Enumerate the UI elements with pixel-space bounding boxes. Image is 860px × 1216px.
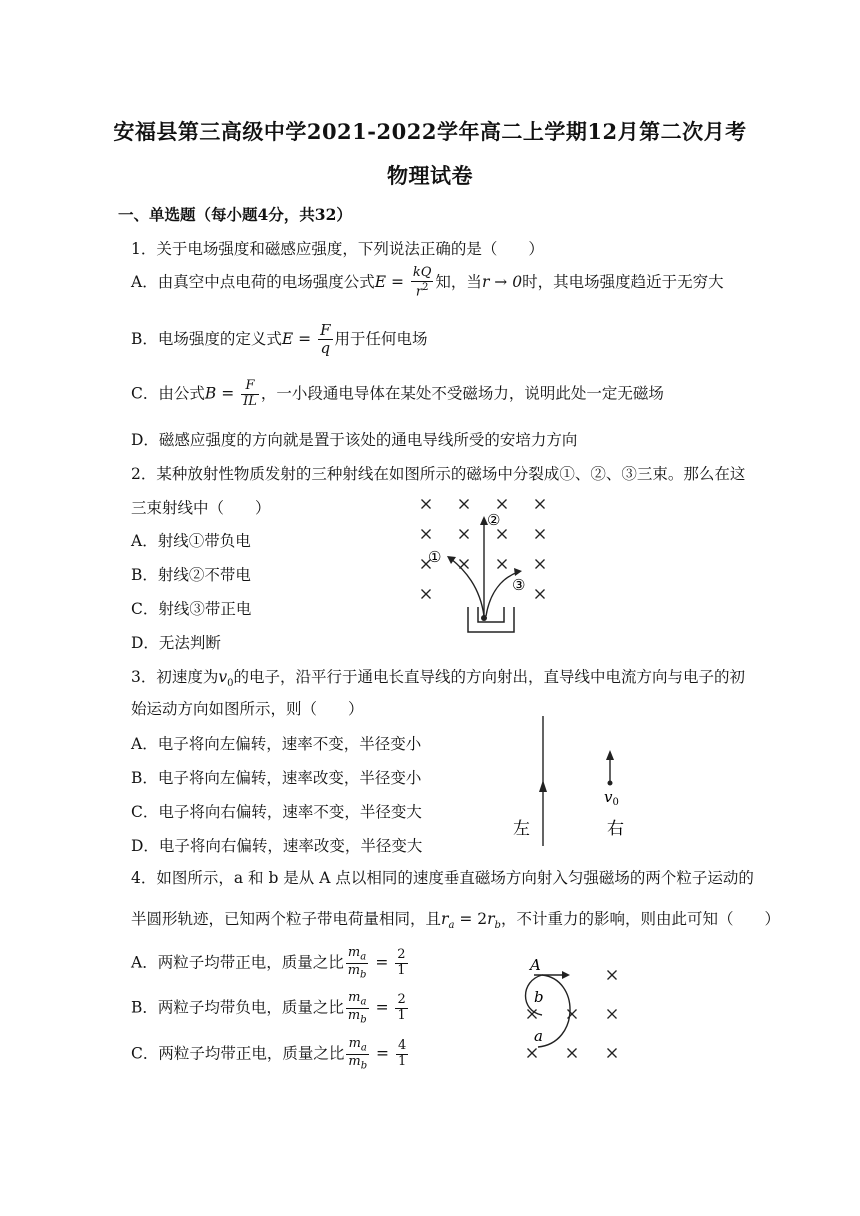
q3-option-b: B．电子将向左偏转，速率改变，半径变小 bbox=[131, 769, 422, 787]
q1-b-text-post: 用于任何电场 bbox=[334, 329, 428, 348]
v0-subscript: 0 bbox=[227, 678, 234, 690]
q4-option-a: A．两粒子均带正电，质量之比 $\frac{m_a}{m_b}$ = $\frac{2}{1}$ bbox=[131, 945, 406, 981]
label-left: 左 bbox=[513, 819, 530, 839]
ratio-value-a: $\frac{2}{1}$ bbox=[397, 947, 406, 979]
q1-stem: 1．关于电场强度和磁感应强度，下列说法正确的是（ ） bbox=[131, 240, 544, 258]
label-ray-1: ① bbox=[428, 548, 442, 566]
mass-ratio-fraction: $\frac{m_a}{m_b}$ bbox=[347, 990, 367, 1026]
label-a: a bbox=[534, 1027, 543, 1045]
q2-stem-line2: 三束射线中（ ） bbox=[131, 499, 271, 517]
q1-c-text-pre: C．由公式 bbox=[131, 384, 205, 403]
f-over-q-fraction: $\frac{F}{q}$ bbox=[320, 321, 331, 358]
q2-radiation-figure bbox=[410, 492, 570, 642]
q3-stem-post: 的电子，沿平行于通电长直导线的方向射出，直导线中电流方向与电子的初 bbox=[233, 668, 746, 686]
q1-a-limit: r → 0 bbox=[481, 273, 523, 292]
label-right: 右 bbox=[607, 819, 624, 839]
q3-option-d: D．电子将向右偏转，速率改变，半径变大 bbox=[131, 837, 423, 855]
v0-label: $v_0$ bbox=[604, 788, 619, 808]
field-cross-icon bbox=[536, 560, 545, 569]
q4-a-text: A．两粒子均带正电，质量之比 bbox=[131, 953, 344, 972]
field-cross-icon bbox=[608, 1049, 617, 1058]
q1-option-b: B．电场强度的定义式E = $\frac{F}{q}$ 用于任何电场 bbox=[131, 321, 428, 358]
kq-r2-fraction: $\frac{kQ}{r^2}$ bbox=[412, 265, 432, 300]
label-b: b bbox=[534, 988, 544, 1006]
field-cross-icon bbox=[528, 1049, 537, 1058]
q3-stem-line2: 始运动方向如图所示，则（ ） bbox=[131, 700, 364, 718]
q3-stem-line1 bbox=[131, 665, 745, 689]
label-ray-3: ③ bbox=[512, 576, 526, 594]
ratio-value-b: $\frac{2}{1}$ bbox=[397, 992, 406, 1024]
field-cross-icon bbox=[498, 560, 507, 569]
q2-stem-line1: 2．某种放射性物质发射的三种射线在如图所示的磁场中分裂成①、②、③三束。那么在这 bbox=[131, 465, 746, 483]
f-over-il-fraction: $\frac{F}{IL}$ bbox=[243, 378, 257, 409]
q2-option-c: C．射线③带正电 bbox=[131, 600, 252, 618]
q2-option-b: B．射线②不带电 bbox=[131, 566, 251, 584]
q4-stem2-pre: 半圆形轨迹，已知两个粒子带电荷量相同，且 bbox=[131, 910, 442, 928]
q4-option-c: C．两粒子均带正电，质量之比 $\frac{m_a}{m_b}$ = $\frac{4}{1}$ bbox=[131, 1036, 407, 1072]
field-cross-icon bbox=[608, 1010, 617, 1019]
q4-b-text: B．两粒子均带负电，质量之比 bbox=[131, 998, 344, 1017]
q2-option-a: A．射线①带负电 bbox=[131, 532, 251, 550]
exam-title: 安福县第三高级中学2021-2022学年高二上学期12月第二次月考 bbox=[113, 119, 747, 144]
label-point-A: A bbox=[530, 956, 541, 974]
q1-a-text-pre: A．由真空中点电荷的电场强度公式 bbox=[131, 273, 375, 292]
field-cross-icon bbox=[422, 530, 431, 539]
current-arrow bbox=[539, 780, 547, 792]
section-heading: 一、单选题（每小题4分，共32） bbox=[118, 205, 352, 224]
exam-subtitle: 物理试卷 bbox=[387, 163, 473, 188]
field-cross-icon bbox=[422, 500, 431, 509]
q4-c-text: C．两粒子均带正电，质量之比 bbox=[131, 1044, 345, 1063]
q3-stem-pre: 3．初速度为 bbox=[131, 668, 219, 686]
q4-stem2-post: ，不计重力的影响，则由此可知（ ） bbox=[500, 910, 780, 928]
mass-ratio-fraction: $\frac{m_a}{m_b}$ bbox=[348, 1036, 368, 1072]
q1-option-c: C．由公式B = $\frac{F}{IL}$ ，一小段通电导体在某处不受磁场力，说明此处一定无磁场 bbox=[131, 378, 664, 409]
electron-dot bbox=[608, 781, 613, 786]
q4-stem-line1: 4．如图所示，a 和 b 是从 A 点以相同的速度垂直磁场方向射入匀强磁场的两个粒子运动的 bbox=[131, 869, 754, 887]
field-cross-icon bbox=[498, 530, 507, 539]
ratio-value-c: $\frac{4}{1}$ bbox=[397, 1038, 407, 1070]
q4-option-b: B．两粒子均带负电，质量之比 $\frac{m_a}{m_b}$ = $\frac{2}{1}$ bbox=[131, 990, 406, 1026]
q2-option-d: D．无法判断 bbox=[131, 634, 221, 652]
field-cross-icon bbox=[498, 500, 507, 509]
q4-trajectory-figure bbox=[520, 955, 640, 1065]
q3-wire-figure bbox=[505, 716, 645, 846]
field-cross-icon bbox=[536, 500, 545, 509]
field-cross-icon bbox=[536, 530, 545, 539]
label-ray-2: ② bbox=[487, 511, 501, 529]
field-cross-icon bbox=[608, 971, 617, 980]
q1-c-text-post: ，一小段通电导体在某处不受磁场力，说明此处一定无磁场 bbox=[260, 384, 664, 403]
q1-a-text-end: 时，其电场强度趋近于无穷大 bbox=[522, 273, 724, 292]
q1-b-text-pre: B．电场强度的定义式 bbox=[131, 329, 282, 348]
q3-option-a: A．电子将向左偏转，速率不变，半径变小 bbox=[131, 735, 422, 753]
v0-symbol: v bbox=[218, 668, 228, 686]
q1-a-text-post: 知，当 bbox=[435, 273, 482, 292]
radioactive-source-box bbox=[468, 607, 514, 632]
field-cross-icon bbox=[568, 1049, 577, 1058]
field-cross-icon bbox=[460, 530, 469, 539]
field-cross-icon bbox=[422, 590, 431, 599]
q3-option-c: C．电子将向右偏转，速率不变，半径变大 bbox=[131, 803, 422, 821]
mass-ratio-fraction: $\frac{m_a}{m_b}$ bbox=[347, 945, 367, 981]
q1-option-d: D．磁感应强度的方向就是置于该处的通电导线所受的安培力方向 bbox=[131, 431, 578, 449]
field-cross-icon bbox=[460, 500, 469, 509]
q1-option-a: A．由真空中点电荷的电场强度公式E = $\frac{kQ}{r^2}$ 知，当r → 0时，其电场强度趋近于无穷大 bbox=[131, 265, 724, 300]
field-cross-icon bbox=[536, 590, 545, 599]
q4-stem-line2: 半圆形轨迹，已知两个粒子带电荷量相同，且$r_a = 2r_b$，不计重力的影响，则由此可知（ ） bbox=[131, 910, 780, 932]
